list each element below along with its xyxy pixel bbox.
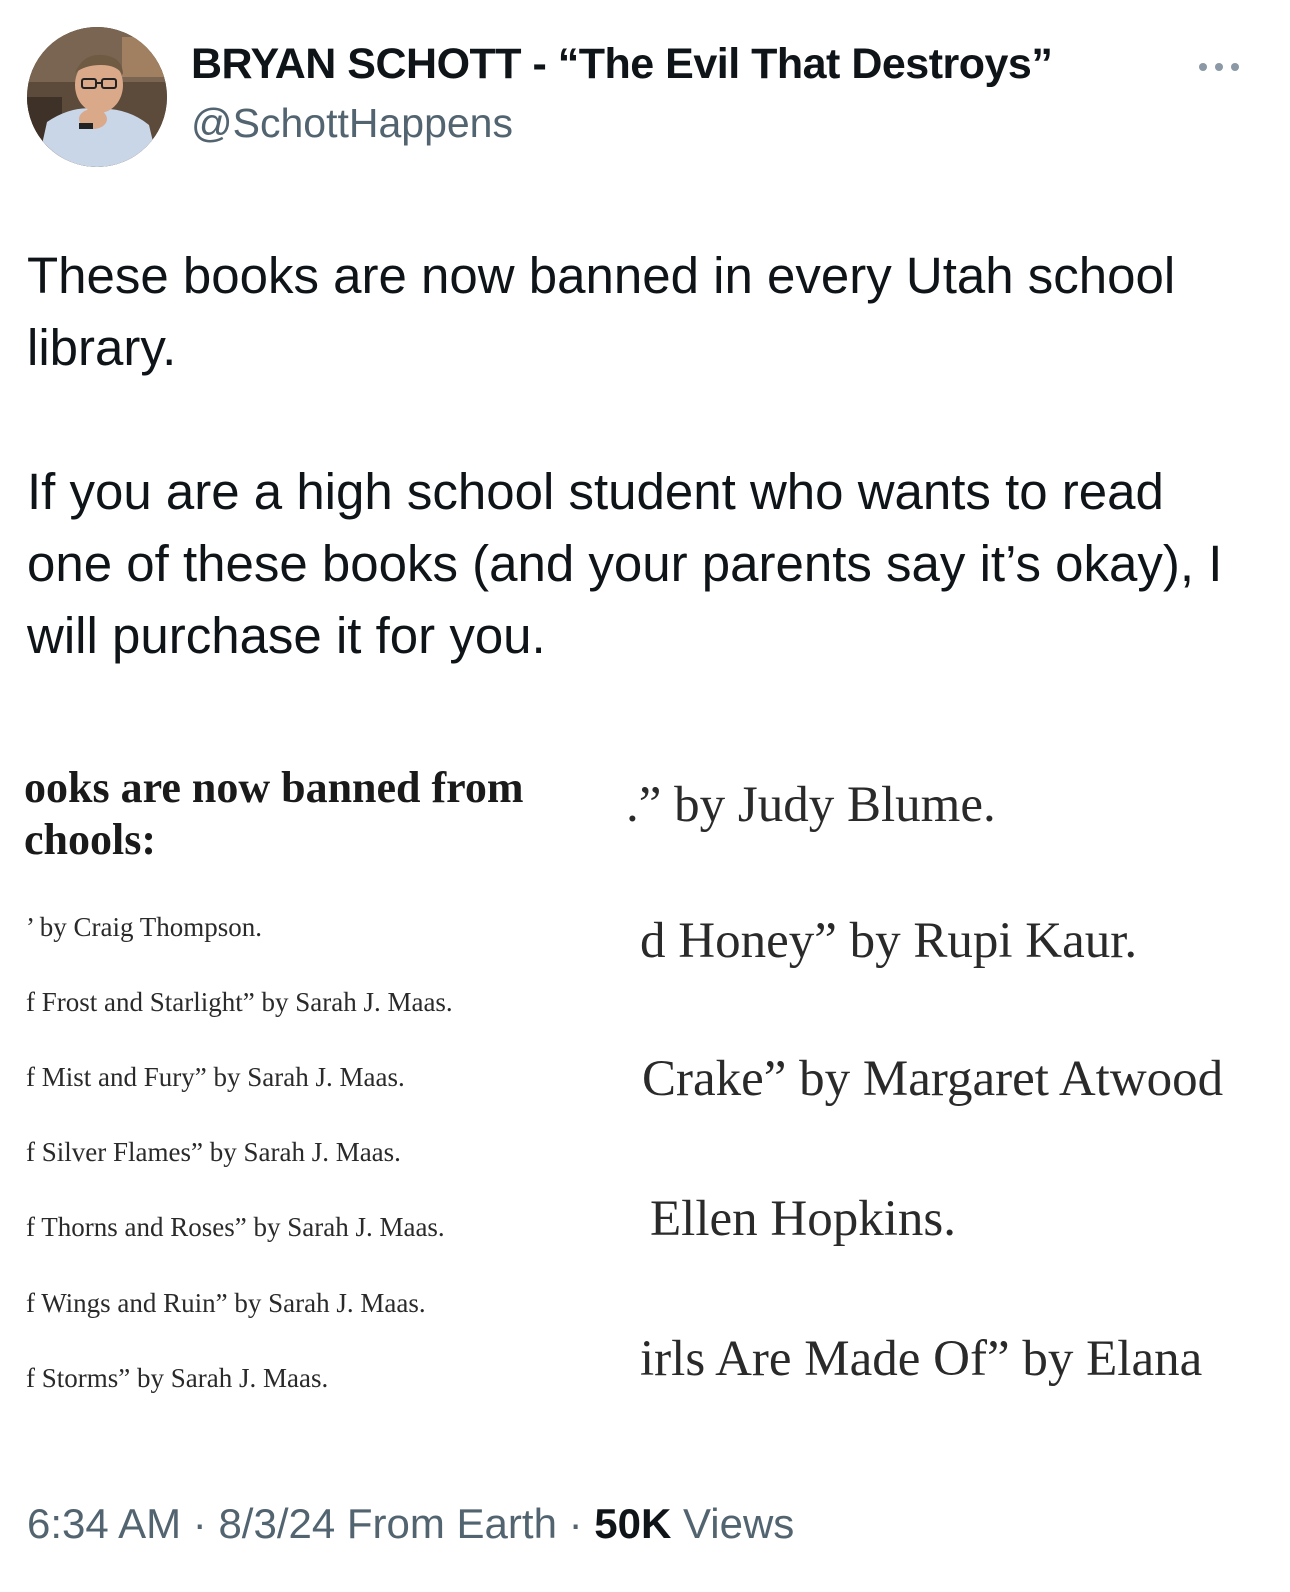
left-heading: [24, 762, 524, 866]
left-book-item: f Silver Flames” by Sarah J. Maas.: [26, 1137, 401, 1167]
left-book-item: f Storms” by Sarah J. Maas.: [26, 1363, 329, 1393]
meta-separator: ·: [556, 1500, 595, 1547]
left-book-item: f Thorns and Roses” by Sarah J. Maas.: [26, 1212, 445, 1242]
author-handle[interactable]: @SchottHappens: [191, 100, 513, 146]
tweet-meta: [27, 1500, 794, 1548]
left-book-item: f Mist and Fury” by Sarah J. Maas.: [26, 1062, 405, 1092]
right-book-item: irls Are Made Of” by Elana: [640, 1331, 1203, 1387]
left-book-item: f Frost and Starlight” by Sarah J. Maas.: [26, 987, 453, 1017]
meta-separator: ·: [181, 1500, 219, 1547]
views-count: 50K: [594, 1500, 672, 1547]
tweet-paragraph-1: These books are now banned in every Utah school library.: [27, 247, 1176, 376]
left-heading-line-2: chools:: [24, 815, 156, 864]
right-book-item: .” by Judy Blume.: [626, 777, 996, 833]
tweet-text: [27, 240, 1257, 672]
attached-image[interactable]: [0, 740, 1290, 1430]
right-book-item: Ellen Hopkins.: [650, 1191, 956, 1247]
tweet-source: From Earth: [346, 1500, 557, 1547]
more-horizontal-icon[interactable]: [1194, 52, 1244, 82]
left-book-item: f Wings and Ruin” by Sarah J. Maas.: [26, 1288, 426, 1318]
image-right-panel: [620, 740, 1244, 1430]
left-book-item: ’ by Craig Thompson.: [26, 912, 262, 942]
right-book-item: d Honey” by Rupi Kaur.: [640, 913, 1138, 969]
views-label: Views: [683, 1500, 795, 1547]
left-heading-line-1: ooks are now banned from: [24, 763, 524, 812]
tweet-paragraph-2: If you are a high school student who wants to read one of these books (and your parents say it’s okay), I will purchase it for you.: [27, 463, 1223, 664]
tweet-date[interactable]: 8/3/24: [218, 1500, 336, 1547]
author-display-name[interactable]: BRYAN SCHOTT - “The Evil That Destroys”: [191, 40, 1053, 88]
image-left-panel: [0, 740, 620, 1430]
profile-photo: [27, 27, 167, 167]
tweet-time[interactable]: 6:34 AM: [27, 1500, 182, 1547]
avatar[interactable]: [27, 27, 167, 167]
right-book-item: Crake” by Margaret Atwood: [642, 1051, 1224, 1107]
